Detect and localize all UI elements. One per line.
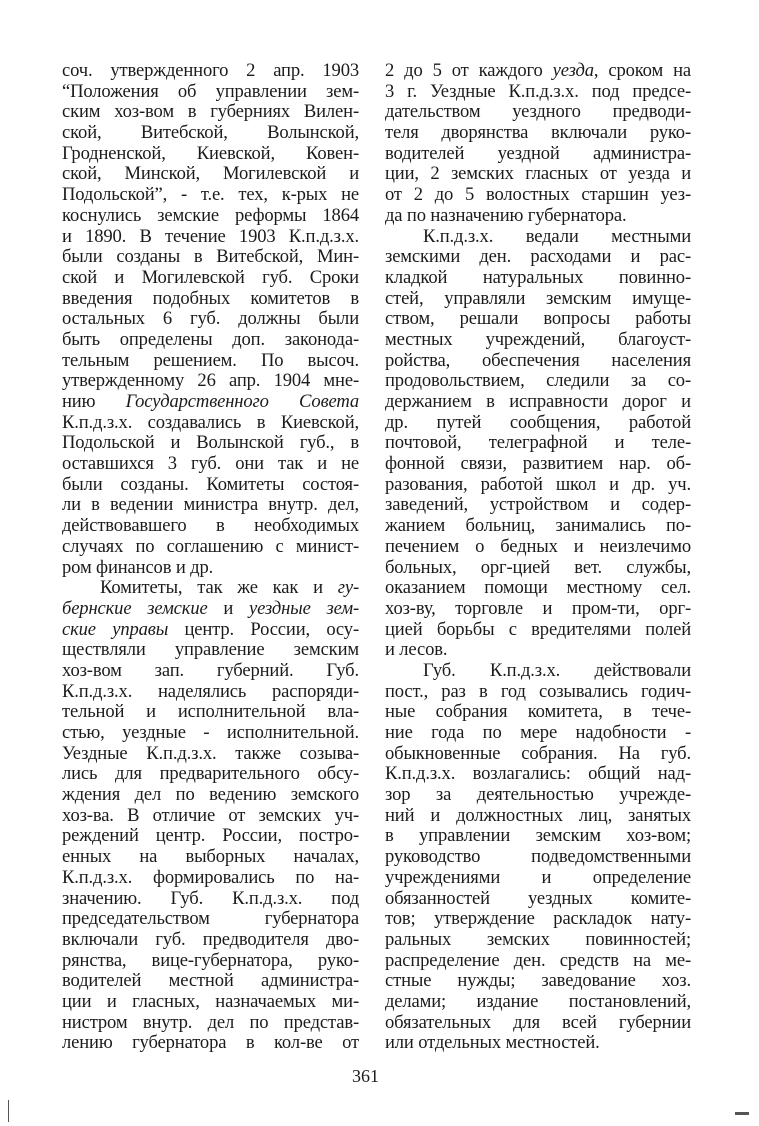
text-line: жанием больниц, занимались по- xyxy=(385,515,691,537)
text-line: тов; утверждение раскладок нату- xyxy=(385,908,691,930)
text-line: Подольской”, - т.е. тех, к-рых не xyxy=(62,184,359,206)
text-line: значению. Губ. К.п.д.з.х. под xyxy=(62,887,359,909)
text-line: ции, 2 земских гласных от уезда и xyxy=(385,163,691,185)
scan-edge-mark xyxy=(8,1100,9,1122)
text-line: 3 г. Уездные К.п.д.з.х. под предсе- xyxy=(385,80,691,102)
text-line: Уездные К.п.д.з.х. также созыва- xyxy=(62,742,359,764)
text-line: ским хоз-вом в губерниях Вилен- xyxy=(62,101,359,123)
text-line: были созданы. Комитеты состоя- xyxy=(62,473,359,495)
text-line: тельным решением. По высоч. xyxy=(62,349,359,371)
text-line: обязанностей уездных комите- xyxy=(385,887,691,909)
text-line: местных учреждений, благоуст- xyxy=(385,328,691,350)
text-line: руководство подведомственными xyxy=(385,846,691,868)
text-line xyxy=(62,599,359,620)
text-segment: центр. России, осу- xyxy=(168,618,359,640)
text-segment: и xyxy=(207,597,249,619)
text-line: продовольствием, следили за со- xyxy=(385,370,691,392)
text-line: действовавшего в необходимых xyxy=(62,515,359,537)
text-line: фонной связи, развитием нар. об- xyxy=(385,453,691,475)
text-line: водителей уездной администра- xyxy=(385,142,691,164)
text-line: др. путей сообщения, работой xyxy=(385,411,691,433)
text-line: Гродненской, Киевской, Ковен- xyxy=(62,142,359,164)
text-line: оказанием помощи местному сел. xyxy=(385,577,691,599)
text-line: ний и должностных лиц, занятых xyxy=(385,804,691,826)
text-line: енных на выборных началах, xyxy=(62,846,359,868)
text-line: ром финансов и др. xyxy=(62,556,214,578)
text-line xyxy=(62,578,359,599)
text-line: хоз-вом зап. губерний. Губ. xyxy=(62,659,359,681)
text-line: ской и Могилевской губ. Сроки xyxy=(62,266,359,288)
text-segment: нию xyxy=(62,391,126,412)
text-segment: , сроком на xyxy=(593,60,691,81)
text-line: хоз-ву, торговле и пром-ти, орг- xyxy=(385,597,691,619)
text-line: тельной и исполнительной вла- xyxy=(62,701,359,723)
text-line: цией борьбы с вредителями полей xyxy=(385,618,691,640)
text-line xyxy=(62,620,359,641)
text-line: печением о бедных и неизлечимо xyxy=(385,535,691,557)
text-line: К.п.д.з.х. наделялись распоряди- xyxy=(62,680,359,702)
text-line: ние года по мере надобности - xyxy=(385,722,691,743)
text-segment: Комитеты, так же как и xyxy=(100,577,338,599)
text-line: оставшихся 3 губ. они так и не xyxy=(62,453,359,475)
text-line: председательством губернатора xyxy=(62,908,359,930)
text-line: ской, Витебской, Волынской, xyxy=(62,122,359,144)
text-line: обыкновенные собрания. На губ. xyxy=(385,742,691,764)
text-line: ждения дел по ведению земского xyxy=(62,784,359,806)
text-line: обязательных для всей губернии xyxy=(385,1011,691,1033)
text-line: стей, управляли земским имуще- xyxy=(385,287,691,309)
text-line: К.п.д.з.х. возлагались: общий над- xyxy=(385,763,691,785)
text-line: кладкой натуральных повинно- xyxy=(385,266,691,288)
text-line: земскими ден. расходами и рас- xyxy=(385,246,691,268)
text-line: хоз-ва. В отличие от земских уч- xyxy=(62,804,359,826)
text-line: заведений, устройством и содер- xyxy=(385,494,691,516)
text-line: ральных земских повинностей; xyxy=(385,928,691,950)
text-line: в управлении земским хоз-вом; xyxy=(385,825,691,847)
text-line: рянства, вице-губернатора, руко- xyxy=(62,949,359,971)
text-line: К.п.д.з.х. создавались в Киевской, xyxy=(62,411,359,433)
text-line: коснулись земские реформы 1864 xyxy=(62,204,359,226)
text-line: ройства, обеспечения населения xyxy=(385,349,691,371)
text-line: стные нужды; заведование хоз. xyxy=(385,970,691,992)
text-line xyxy=(62,392,359,413)
text-line: остальных 6 губ. должны были xyxy=(62,308,359,330)
text-line: реждений центр. России, постро- xyxy=(62,825,359,847)
text-line: и 1890. В течение 1903 К.п.д.з.х. xyxy=(62,225,359,247)
italic-term: уезда xyxy=(552,60,594,81)
text-line: утвержденному 26 апр. 1904 мне- xyxy=(62,370,359,392)
text-line: и лесов. xyxy=(385,639,448,661)
text-line: разования, работой школ и др. уч. xyxy=(385,473,691,495)
text-line: введения подобных комитетов в xyxy=(62,287,359,309)
text-line: или отдельных местностей. xyxy=(385,1032,600,1054)
text-line: ные собрания комитета, в тече- xyxy=(385,701,691,723)
text-line: ции и гласных, назначаемых ми- xyxy=(62,990,359,1012)
text-line: были созданы в Витебской, Мин- xyxy=(62,246,359,268)
text-line: ской, Минской, Могилевской и xyxy=(62,163,359,185)
text-line: ством, решали вопросы работы xyxy=(385,308,691,330)
italic-term: Государственного Совета xyxy=(125,391,359,412)
right-column xyxy=(385,61,691,1054)
text-line: дательством уездного предводи- xyxy=(385,101,691,123)
text-line: Губ. К.п.д.з.х. действовали xyxy=(423,659,691,681)
text-line: распределение ден. средств на ме- xyxy=(385,949,691,971)
text-line xyxy=(385,61,691,82)
text-line: зор за деятельностью учрежде- xyxy=(385,784,691,806)
text-line: пост., раз в год созывались годич- xyxy=(385,680,691,702)
text-line: лению губернатора в кол-ве от xyxy=(62,1032,359,1054)
text-line: К.п.д.з.х. ведали местными xyxy=(423,225,691,247)
text-line: “Положения об управлении зем- xyxy=(62,80,359,102)
page-number: 361 xyxy=(352,1066,379,1086)
text-line: быть определены доп. законода- xyxy=(62,328,359,350)
text-line: соч. утвержденного 2 апр. 1903 xyxy=(62,60,359,81)
text-line: водителей местной администра- xyxy=(62,970,359,992)
text-line: почтовой, телеграфной и теле- xyxy=(385,432,691,454)
text-line: стью, уездные - исполнительной. xyxy=(62,722,359,743)
scan-corner-mark xyxy=(735,1112,749,1115)
text-line: Подольской и Волынской губ., в xyxy=(62,432,359,454)
left-column xyxy=(62,61,359,1054)
text-line: К.п.д.з.х. формировались по на- xyxy=(62,866,359,888)
text-line: да по назначению губернатора. xyxy=(385,204,627,226)
text-line: ществляли управление земским xyxy=(62,639,359,661)
italic-term: ские управы xyxy=(62,618,169,640)
text-line: случаях по соглашению с минист- xyxy=(62,535,359,557)
text-line: теля дворянства включали руко- xyxy=(385,122,691,144)
text-line: держанием в исправности дорог и xyxy=(385,391,691,412)
text-line: лись для предварительного обсу- xyxy=(62,763,359,785)
text-line: нистром внутр. дел по представ- xyxy=(62,1011,359,1033)
text-line: от 2 до 5 волостных старшин уез- xyxy=(385,184,691,206)
text-line: больных, орг-цией вет. службы, xyxy=(385,556,691,578)
text-line: учреждениями и определение xyxy=(385,866,691,888)
text-line: делами; издание постановлений, xyxy=(385,990,691,1012)
italic-term: бернские земские xyxy=(62,597,208,619)
text-segment: 2 до 5 от каждого xyxy=(385,60,553,81)
text-line: включали губ. предводителя дво- xyxy=(62,928,359,950)
italic-term: гу- xyxy=(337,577,359,599)
italic-term: уездные зем- xyxy=(249,597,359,619)
text-line: ли в ведении министра внутр. дел, xyxy=(62,494,359,516)
